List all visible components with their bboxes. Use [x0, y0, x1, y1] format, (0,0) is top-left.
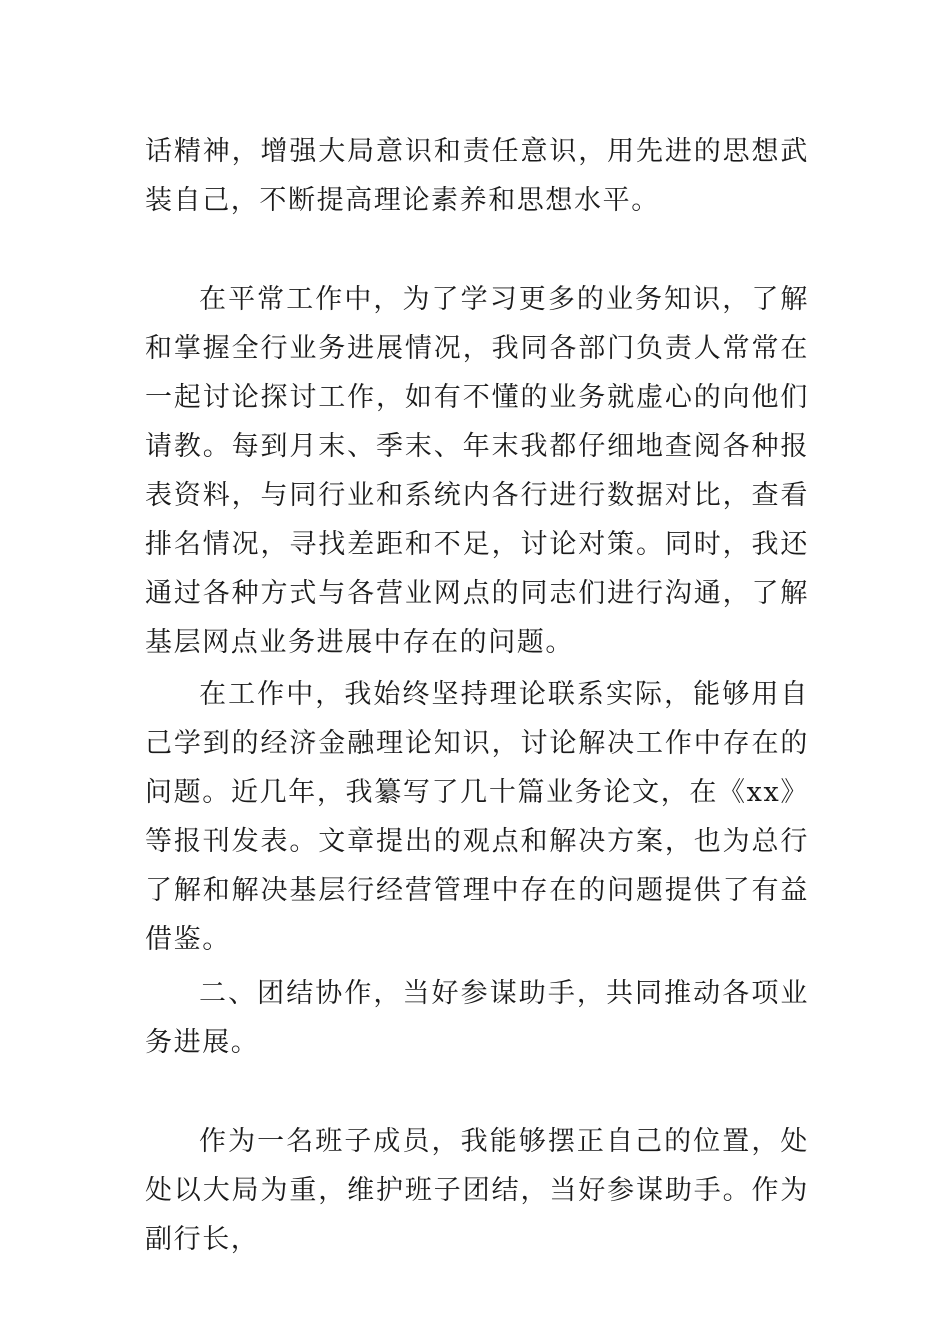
paragraph-theory-practice: 在工作中，我始终坚持理论联系实际，能够用自己学到的经济金融理论知识，讨论解决工作中存在的问题。近几年，我纂写了几十篇业务论文，在《xx》等报刊发表。文章提出的观点和解决方案，也为总行了解和解决基层行经营管理中存在的问题提供了有益借鉴。 — [145, 679, 809, 955]
section-heading-teamwork: 二、团结协作，当好参谋助手，共同推动各项业务进展。 — [145, 978, 809, 1058]
paragraph-team-member: 作为一名班子成员，我能够摆正自己的位置，处处以大局为重，维护班子团结，当好参谋助手。作为副行长， — [145, 1126, 809, 1255]
paragraph-continuation: 话精神，增强大局意识和责任意识，用先进的思想武装自己，不断提高理论素养和思想水平。 — [145, 136, 809, 216]
paragraph-work-study: 在平常工作中，为了学习更多的业务知识，了解和掌握全行业务进展情况，我同各部门负责人常常在一起讨论探讨工作，如有不懂的业务就虚心的向他们请教。每到月末、季末、年末我都仔细地查阅各种报表资料，与同行业和系统内各行进行数据对比，查看排名情况，寻找差距和不足，讨论对策。同时，我还通过各种方式与各营业网点的同志们进行沟通，了解基层网点业务进展中存在的问题。 — [145, 284, 809, 658]
